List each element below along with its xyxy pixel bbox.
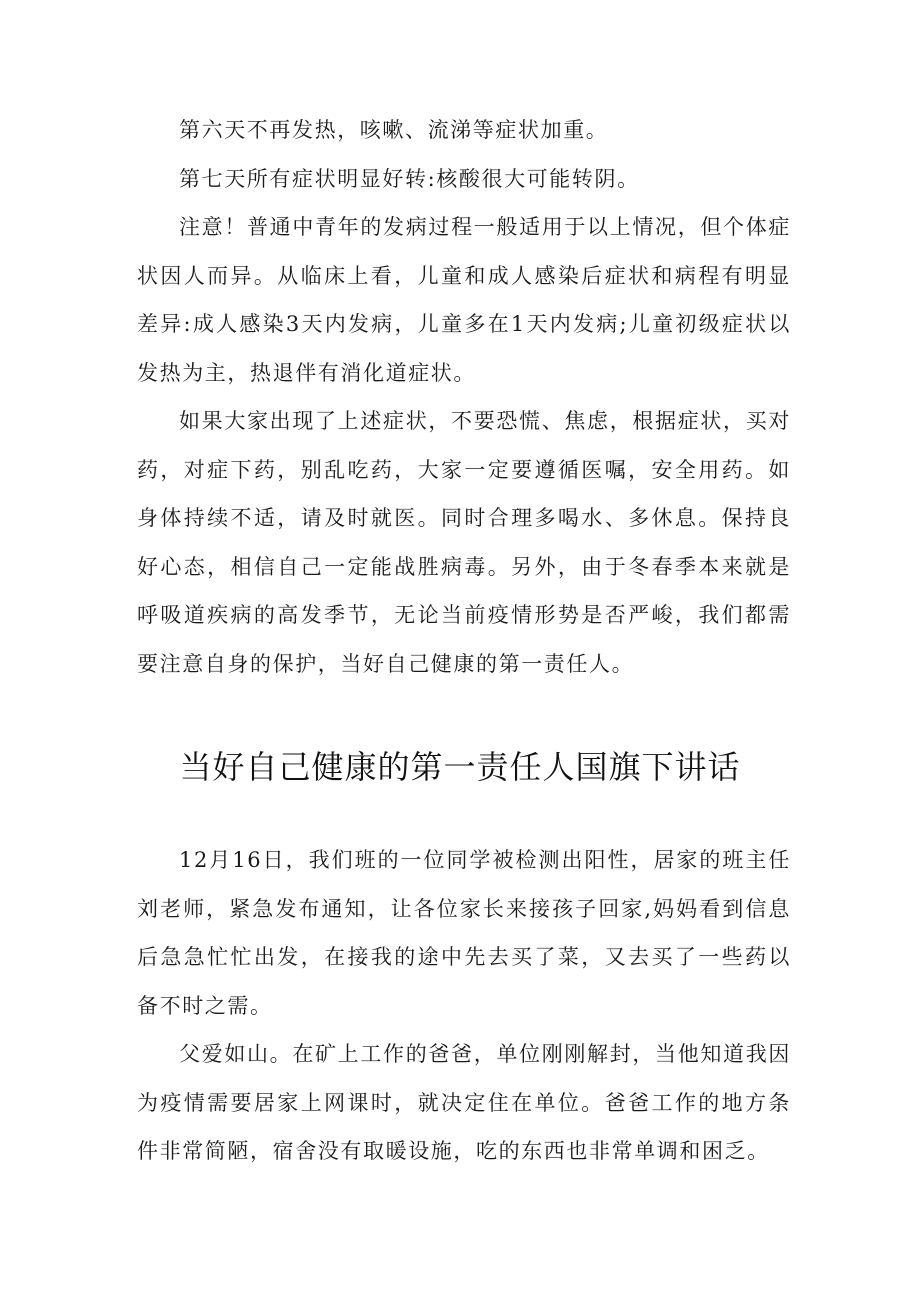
paragraph: 如果大家出现了上述症状，不要恐慌、焦虑，根据症状，买对药，对症下药，别乱吃药，大家一定要遵循医嘱，安全用药。如身体持续不适，请及时就医。同时合理多喝水、多休息。保持良好心态，相信自己一定能战胜病毒。另外，由于冬春季本来就是呼吸道疾病的高发季节，无论当前疫情形势是否严峻，我们都需要注意自身的保护，当好自己健康的第一责任人。 xyxy=(137,409,791,676)
section-1-body xyxy=(137,106,791,688)
paragraph: 12月16日，我们班的一位同学被检测出阳性，居家的班主任刘老师，紧急发布通知，让各位家长来接孩子回家,妈妈看到信息后急急忙忙出发，在接我的途中先去买了菜，又去买了一些药以备不时之需。 xyxy=(137,848,791,1018)
paragraph: 第七天所有症状明显好转:核酸很大可能转阴。 xyxy=(179,166,640,191)
paragraph: 第六天不再发热，咳嗽、流涕等症状加重。 xyxy=(179,118,609,142)
section-title: 当好自己健康的第一责任人国旗下讲话 xyxy=(179,748,741,786)
paragraph: 注意！普通中青年的发病过程一般适用于以上情况，但个体症状因人而异。从临床上看，儿童和成人感染后症状和病程有明显差异:成人感染3天内发病，儿童多在1天内发病;儿童初级症状以发热为主，热退伴有消化道症状。 xyxy=(137,215,791,385)
paragraph: 父爱如山。在矿上工作的爸爸，单位刚刚解封，当他知道我因为疫情需要居家上网课时，就决定住在单位。爸爸工作的地方条件非常简陋，宿舍没有取暖设施，吃的东西也非常单调和困乏。 xyxy=(137,1042,791,1163)
section-2-body xyxy=(137,836,791,1176)
